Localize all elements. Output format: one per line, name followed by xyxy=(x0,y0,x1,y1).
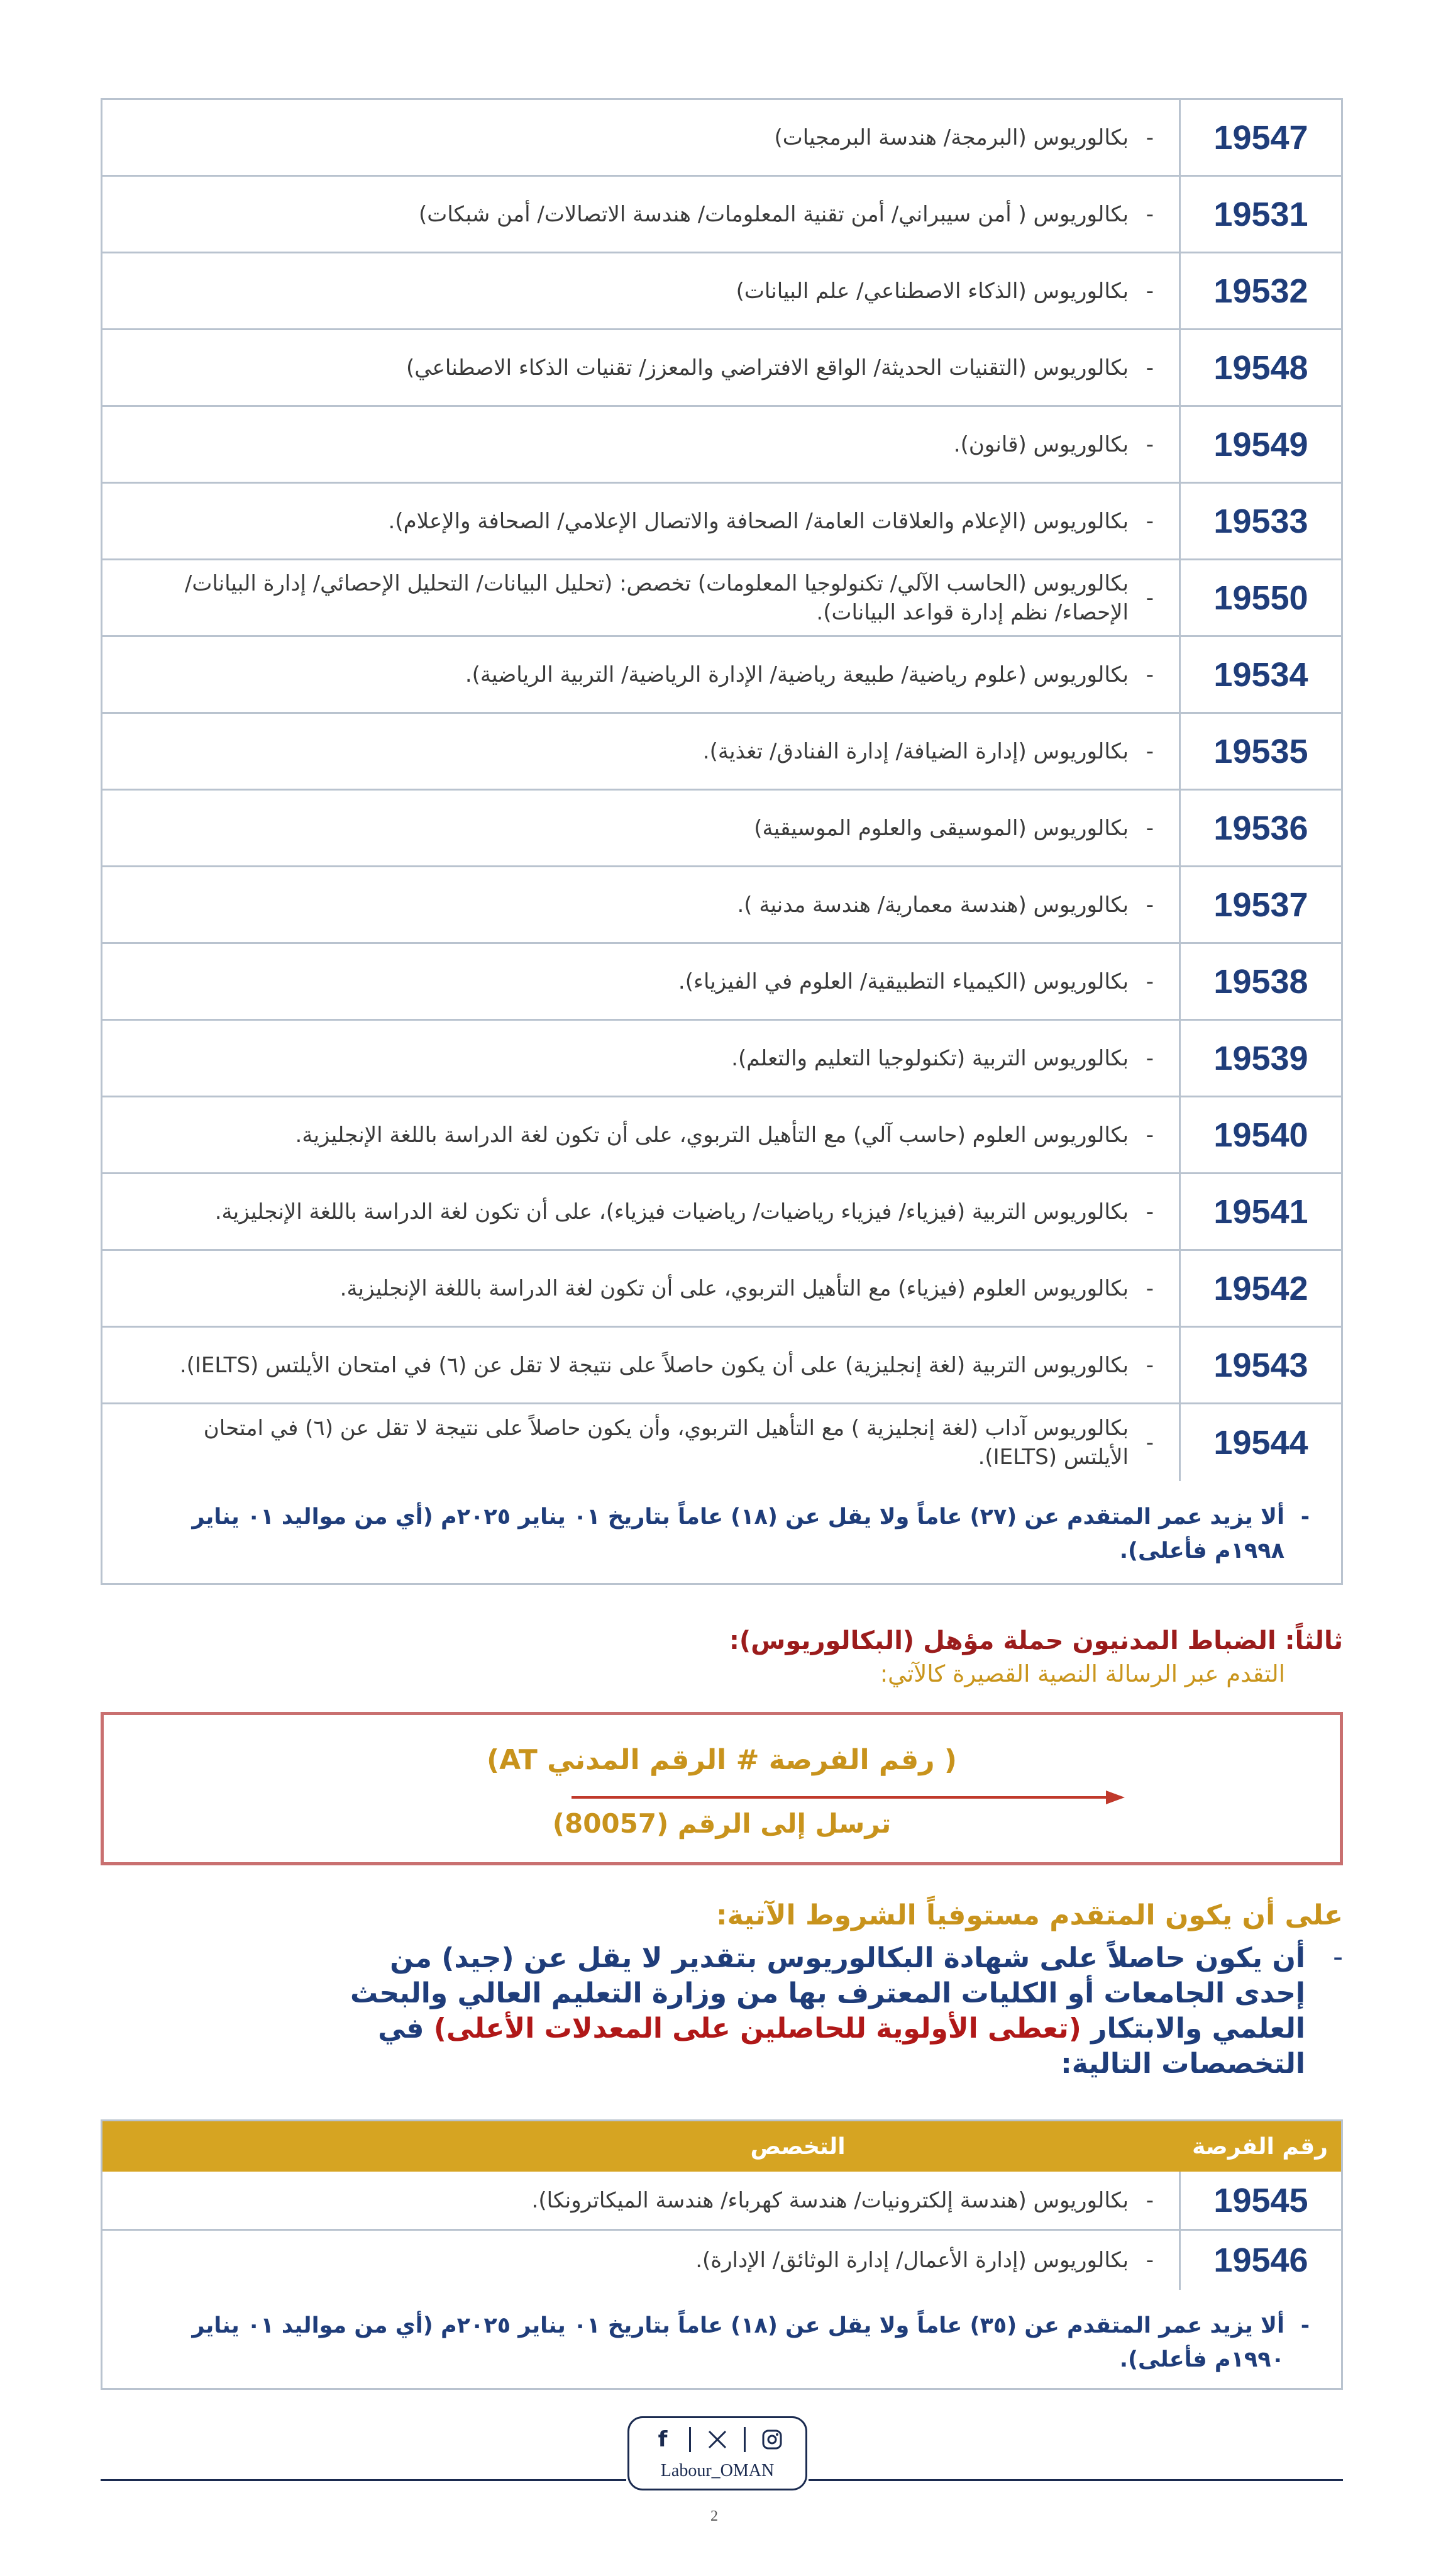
specialization-cell xyxy=(102,714,1179,789)
header-spec: التخصص xyxy=(750,2133,846,2160)
specialization-cell xyxy=(102,1404,1179,1481)
dash: - xyxy=(1300,2313,1310,2338)
opportunity-code: 19550 xyxy=(1179,560,1341,635)
specialization-cell xyxy=(102,253,1179,328)
specialization-text: بكالوريوس (إدارة الضيافة/ إدارة الفنادق/ تغذية). xyxy=(702,738,1129,764)
dash: - xyxy=(1146,1045,1154,1071)
sms-format: ( رقم الفرصة # الرقم المدني AT) xyxy=(487,1744,957,1776)
dash: - xyxy=(1146,355,1154,380)
dash: - xyxy=(1146,738,1154,764)
specialization-cell xyxy=(102,100,1179,175)
specialization-text: بكالوريوس (هندسة إلكترونيات/ هندسة كهرباء/ هندسة الميكاترونكا). xyxy=(531,2187,1129,2213)
table-row xyxy=(102,1174,1341,1251)
opportunity-code: 19536 xyxy=(1179,791,1341,865)
table-row xyxy=(102,1328,1341,1404)
table-row xyxy=(102,1097,1341,1174)
table-header xyxy=(102,2121,1341,2172)
opportunity-code: 19533 xyxy=(1179,484,1341,558)
dash: - xyxy=(1333,1941,1343,1973)
dash: - xyxy=(1146,585,1154,611)
specialization-text: بكالوريوس (الكيمياء التطبيقية/ العلوم في الفيزياء). xyxy=(678,969,1129,994)
specialization-cell xyxy=(102,637,1179,712)
table-row xyxy=(102,330,1341,407)
dash: - xyxy=(1146,2187,1154,2213)
dash: - xyxy=(1146,1430,1154,1455)
dash: - xyxy=(1146,1122,1154,1148)
opportunity-code: 19544 xyxy=(1179,1404,1341,1481)
section-title: ثالثاً: الضباط المدنيون حملة مؤهل (البكالوريوس): xyxy=(729,1626,1343,1655)
specialization-cell xyxy=(102,1251,1179,1326)
opportunity-code: 19538 xyxy=(1179,944,1341,1019)
conditions-body xyxy=(98,1941,1343,2082)
specialization-text: بكالوريوس ( أمن سيبراني/ أمن تقنية المعلومات/ هندسة الاتصالات/ أمن شبكات) xyxy=(419,201,1129,227)
dash: - xyxy=(1146,892,1154,918)
specialization-cell xyxy=(102,944,1179,1019)
specialization-cell xyxy=(102,560,1179,635)
dash: - xyxy=(1146,201,1154,227)
opportunity-code: 19542 xyxy=(1179,1251,1341,1326)
table-row xyxy=(102,560,1341,637)
specialization-cell xyxy=(102,1174,1179,1249)
specialization-text: بكالوريوس التربية (فيزياء/ فيزياء رياضيات/ رياضيات فيزياء)، على أن تكون لغة الدراسة باللغة الإنجليزية. xyxy=(214,1199,1129,1224)
conditions-text-1: أن يكون حاصلاً على شهادة البكالوريوس بتقدير لا يقل عن (جيد) من إحدى الجامعات أو الكليات المعترف بها من وزارة التعليم العالي والبحث العلمي والابتكار xyxy=(350,1942,1305,2045)
social-badge[interactable] xyxy=(627,2416,807,2490)
table-row xyxy=(102,253,1341,330)
sms-box xyxy=(101,1712,1343,1865)
sms-number: ترسل إلى الرقم (80057) xyxy=(552,1808,892,1839)
page-number: 2 xyxy=(710,2508,718,2524)
specialization-text: بكالوريوس آداب (لغة إنجليزية ) مع التأهيل التربوي، وأن يكون حاصلاً على نتيجة لا تقل عن (٦) في امتحان الأيلتس (IELTS). xyxy=(203,1416,1129,1470)
specialization-cell xyxy=(102,407,1179,482)
specialization-cell xyxy=(102,2172,1179,2229)
dash: - xyxy=(1146,508,1154,534)
divider xyxy=(689,2427,691,2452)
specialization-cell xyxy=(102,2231,1179,2290)
opportunity-code: 19539 xyxy=(1179,1021,1341,1096)
table-row xyxy=(102,407,1341,484)
table-row xyxy=(102,867,1341,944)
dash: - xyxy=(1146,278,1154,304)
specialization-text: بكالوريوس (علوم رياضية/ طبيعة رياضية/ الإدارة الرياضية/ التربية الرياضية). xyxy=(465,662,1129,687)
specializations-table-2 xyxy=(101,2119,1343,2390)
age-note-row xyxy=(102,1481,1341,1583)
header-code: رقم الفرصة xyxy=(1192,2133,1328,2160)
x-icon[interactable] xyxy=(705,2427,730,2452)
table-row xyxy=(102,2231,1341,2290)
instagram-icon[interactable] xyxy=(759,2427,785,2452)
age-note: ألا يزيد عمر المتقدم عن (٢٧) عاماً ولا يقل عن (١٨) عاماً بتاريخ ٠١ يناير ٢٠٢٥م (أي من مواليد ٠١ يناير ١٩٩٨م فأعلى). xyxy=(192,1504,1284,1563)
table-row xyxy=(102,714,1341,791)
table-row xyxy=(102,484,1341,560)
table-row xyxy=(102,944,1341,1021)
opportunity-code: 19531 xyxy=(1179,177,1341,252)
age-note-row-2 xyxy=(102,2290,1341,2388)
section-subtitle: التقدم عبر الرسالة النصية القصيرة كالآتي: xyxy=(880,1660,1285,1687)
dash: - xyxy=(1146,969,1154,994)
opportunity-code: 19543 xyxy=(1179,1328,1341,1402)
opportunity-code: 19547 xyxy=(1179,100,1341,175)
opportunity-code: 19549 xyxy=(1179,407,1341,482)
table-row xyxy=(102,637,1341,714)
specialization-text: بكالوريوس (البرمجة/ هندسة البرمجيات) xyxy=(774,125,1129,150)
opportunity-code: 19537 xyxy=(1179,867,1341,942)
dash: - xyxy=(1300,1504,1310,1530)
dash: - xyxy=(1146,662,1154,687)
specialization-text: بكالوريوس (إدارة الأعمال/ إدارة الوثائق/ الإدارة). xyxy=(695,2248,1129,2273)
specialization-cell xyxy=(102,1021,1179,1096)
specialization-text: بكالوريوس العلوم (حاسب آلي) مع التأهيل التربوي، على أن تكون لغة الدراسة باللغة الإنجليزية. xyxy=(295,1122,1129,1148)
dash: - xyxy=(1146,1352,1154,1378)
conditions-text-2: في التخصصات التالية: xyxy=(378,2012,1305,2080)
conditions-priority: (تعطى الأولوية للحاصلين على المعدلات الأعلى) xyxy=(433,2012,1081,2045)
specialization-text: بكالوريوس (الإعلام والعلاقات العامة/ الصحافة والاتصال الإعلامي/ الصحافة والإعلام). xyxy=(388,508,1129,534)
specialization-text: بكالوريوس (هندسة معمارية/ هندسة مدنية ). xyxy=(737,892,1129,918)
specialization-cell xyxy=(102,867,1179,942)
specialization-cell xyxy=(102,484,1179,558)
table-row xyxy=(102,100,1341,177)
table-row xyxy=(102,1251,1341,1328)
dash: - xyxy=(1146,2248,1154,2273)
specialization-text: بكالوريوس التربية (تكنولوجيا التعليم والتعلم). xyxy=(731,1045,1129,1071)
specialization-cell xyxy=(102,1328,1179,1402)
arrow-icon xyxy=(572,1788,1125,1807)
table-row xyxy=(102,177,1341,253)
specialization-text: بكالوريوس (قانون). xyxy=(953,431,1129,457)
social-handle: Labour_OMAN xyxy=(660,2461,775,2480)
conditions-title: على أن يكون المتقدم مستوفياً الشروط الآتية: xyxy=(716,1899,1343,1931)
specialization-cell xyxy=(102,1097,1179,1172)
dash: - xyxy=(1146,125,1154,150)
facebook-icon[interactable]: f xyxy=(658,2427,668,2452)
opportunity-code: 19541 xyxy=(1179,1174,1341,1249)
specialization-text: بكالوريوس العلوم (فيزياء) مع التأهيل التربوي، على أن تكون لغة الدراسة باللغة الإنجليزية. xyxy=(340,1275,1129,1301)
table-row xyxy=(102,2172,1341,2231)
table-row xyxy=(102,791,1341,867)
specialization-cell xyxy=(102,791,1179,865)
footer-line-right xyxy=(809,2479,1343,2481)
opportunity-code: 19532 xyxy=(1179,253,1341,328)
opportunity-code: 19535 xyxy=(1179,714,1341,789)
dash: - xyxy=(1146,1199,1154,1224)
age-note-2: ألا يزيد عمر المتقدم عن (٣٥) عاماً ولا يقل عن (١٨) عاماً بتاريخ ٠١ يناير ٢٠٢٥م (أي من مواليد ٠١ يناير ١٩٩٠م فأعلى). xyxy=(192,2313,1284,2372)
dash: - xyxy=(1146,1275,1154,1301)
specialization-text: بكالوريوس (الموسيقى والعلوم الموسيقية) xyxy=(754,815,1129,841)
opportunity-code: 19546 xyxy=(1179,2231,1341,2290)
dash: - xyxy=(1146,431,1154,457)
footer-line-left xyxy=(101,2479,626,2481)
opportunity-code: 19540 xyxy=(1179,1097,1341,1172)
specialization-text: بكالوريوس (الذكاء الاصطناعي/ علم البيانات) xyxy=(736,278,1129,304)
table-row xyxy=(102,1404,1341,1481)
table-row xyxy=(102,1021,1341,1097)
specialization-text: بكالوريوس (التقنيات الحديثة/ الواقع الافتراضي والمعزز/ تقنيات الذكاء الاصطناعي) xyxy=(406,355,1129,380)
specialization-text: بكالوريوس (الحاسب الآلي/ تكنولوجيا المعلومات) تخصص: (تحليل البيانات/ التحليل الإحصائي/ إدارة البيانات/ الإحصاء/ نظم إدارة قواعد البيانات). xyxy=(184,570,1129,625)
opportunity-code: 19545 xyxy=(1179,2172,1341,2229)
specializations-table xyxy=(101,98,1343,1585)
opportunity-code: 19548 xyxy=(1179,330,1341,405)
specialization-cell xyxy=(102,330,1179,405)
divider xyxy=(744,2427,746,2452)
specialization-cell xyxy=(102,177,1179,252)
dash: - xyxy=(1146,815,1154,841)
specialization-text: بكالوريوس التربية (لغة إنجليزية) على أن يكون حاصلاً على نتيجة لا تقل عن (٦) في امتحان الأيلتس (IELTS). xyxy=(179,1352,1129,1378)
opportunity-code: 19534 xyxy=(1179,637,1341,712)
